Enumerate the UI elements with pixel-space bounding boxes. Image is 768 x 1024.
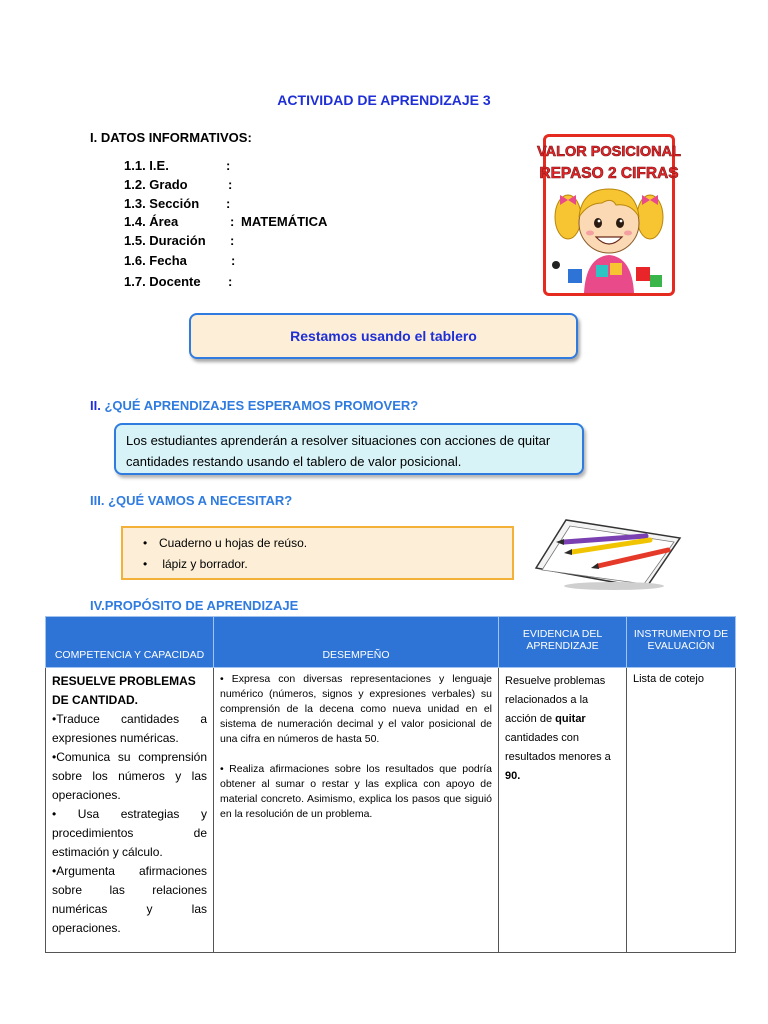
datos-row-duracion: 1.5. Duración : <box>124 233 235 248</box>
desempeno-item: • Realiza afirmaciones sobre los resultados que podría obtener al sumar o restar y las explica con apoyo de material concreto. Asimismo, explica los pasos que siguió en la resolución de un problema. <box>220 763 492 820</box>
header-competencia: COMPETENCIA Y CAPACIDAD <box>46 617 214 668</box>
materials-box <box>121 526 514 580</box>
header-instrumento: INSTRUMENTO DE EVALUACIÓN <box>627 617 736 668</box>
area-value: MATEMÁTICA <box>241 214 328 229</box>
topic-banner: Restamos usando el tablero <box>189 313 578 359</box>
capacidad-item: •Comunica su comprensión sobre los números y las operaciones. <box>52 750 207 802</box>
datos-row-area: 1.4. Área : MATEMÁTICA <box>124 214 328 229</box>
capacidad-item: • Usa estrategias y procedimientos de estimación y cálculo. <box>52 807 207 859</box>
pencils-paper-illustration <box>534 512 682 590</box>
capacidad-item: •Argumenta afirmaciones sobre las relaciones numéricas y las operaciones. <box>52 864 207 935</box>
table-row <box>46 668 736 953</box>
header-desempeno: DESEMPEÑO <box>214 617 499 668</box>
instrumento-cell: Lista de cotejo <box>627 668 736 953</box>
datos-row-ie: 1.1. I.E. : <box>124 158 231 173</box>
desempeno-item: • Expresa con diversas representaciones y lenguaje numérico (números, signos y expresiones verbales) su comprensión de la decena como nueva unidad en el sistema de numeración decimal y el valor posicional de una cifra en números de hasta 50. <box>220 673 492 745</box>
list-item: • lápiz y borrador. <box>143 554 512 575</box>
poster-line2: REPASO 2 CIFRAS <box>539 165 679 182</box>
datos-row-grado: 1.2. Grado : <box>124 177 233 192</box>
capacidad-item: •Traduce cantidades a expresiones numéricas. <box>52 712 207 745</box>
girl-illustration <box>537 137 681 293</box>
proposito-table <box>45 616 736 953</box>
page-title: ACTIVIDAD DE APRENDIZAJE 3 <box>277 92 491 108</box>
competencia-title: RESUELVE PROBLEMAS DE CANTIDAD. <box>52 674 196 707</box>
header-evidencia: EVIDENCIA DEL APRENDIZAJE <box>499 617 627 668</box>
aprendizajes-box: Los estudiantes aprenderán a resolver situaciones con acciones de quitar cantidades restando usando el tablero de valor posicional. <box>114 423 584 475</box>
datos-row-docente: 1.7. Docente : <box>124 274 233 289</box>
materials-list <box>143 533 512 575</box>
section-datos-heading: I. DATOS INFORMATIVOS: <box>90 130 252 145</box>
desempeno-cell <box>214 668 499 953</box>
competencia-cell <box>46 668 214 953</box>
section-aprendizajes-heading: II. ¿QUÉ APRENDIZAJES ESPERAMOS PROMOVER? <box>90 398 419 413</box>
evidencia-cell: Resuelve problemas relacionados a la acción de quitar cantidades con resultados menores a 90. <box>499 668 627 953</box>
list-item: • Cuaderno u hojas de reúso. <box>143 533 512 554</box>
valor-posicional-poster <box>537 134 681 296</box>
section-proposito-heading: IV.PROPÓSITO DE APRENDIZAJE <box>90 598 299 613</box>
datos-row-seccion: 1.3. Sección : <box>124 196 231 211</box>
section-necesitar-heading: III. ¿QUÉ VAMOS A NECESITAR? <box>90 493 293 508</box>
poster-line1: VALOR POSICIONAL <box>537 144 681 160</box>
datos-row-fecha: 1.6. Fecha : <box>124 253 236 268</box>
